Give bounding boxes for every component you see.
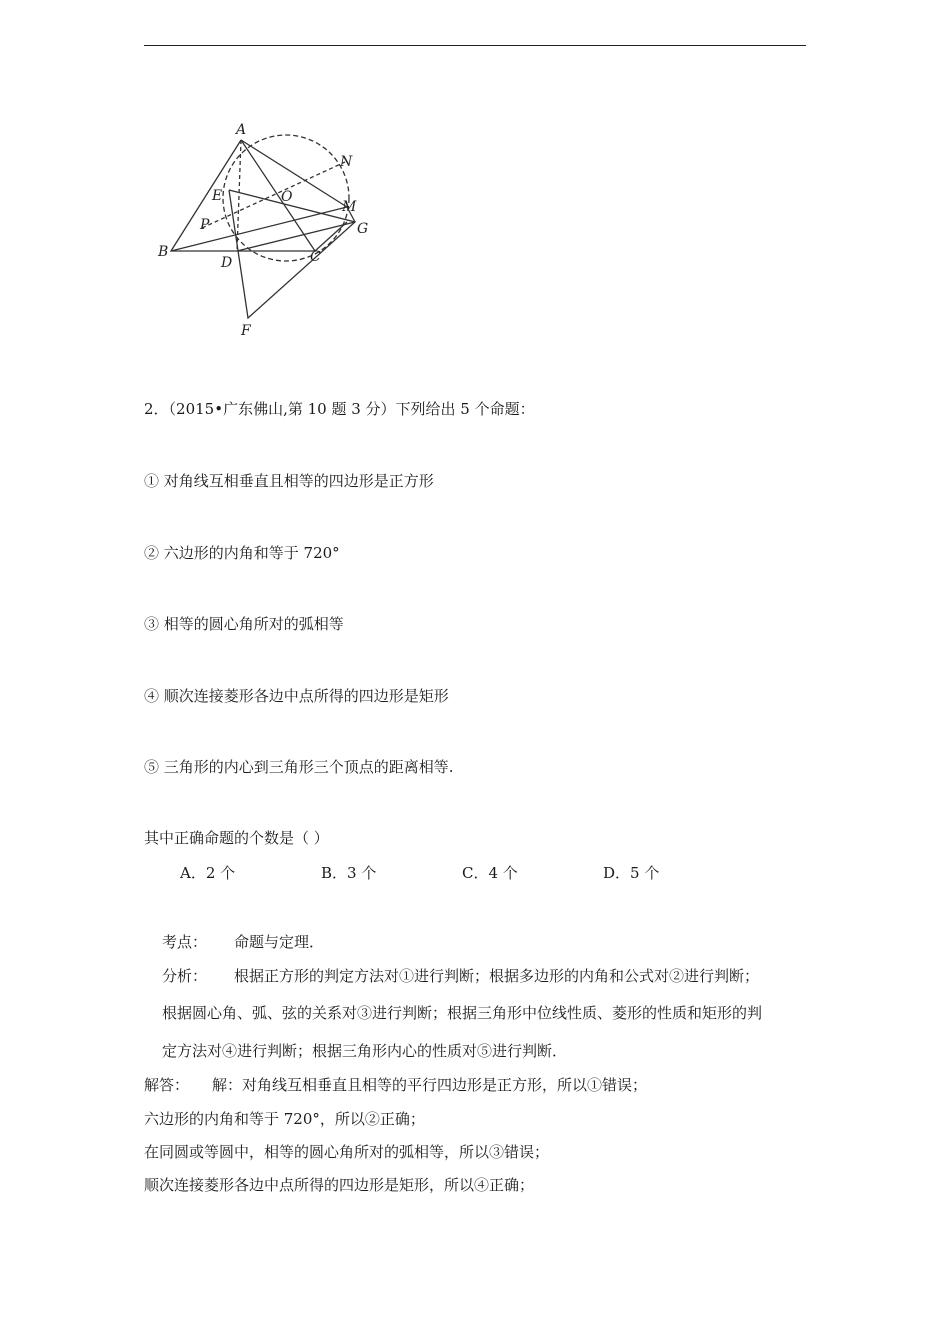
solution-line-4: 顺次连接菱形各边中点所得的四边形是矩形，所以④正确；: [144, 1176, 535, 1194]
question-stem: 其中正确命题的个数是（ ）: [144, 829, 329, 847]
solution-line-3: 在同圆或等圆中，相等的圆心角所对的弧相等，所以③错误；: [144, 1143, 550, 1161]
fenxi-line-3: 定方法对④进行判断；根据三角形内心的性质对⑤进行判断．: [162, 1042, 568, 1060]
label-B: B: [158, 244, 169, 260]
kaodian-label: 考点：: [162, 933, 208, 951]
option-b: B．3 个: [321, 864, 377, 882]
fenxi-line-1: 根据正方形的判定方法对①进行判断；根据多边形的内角和公式对②进行判断；: [234, 967, 760, 985]
option-a: A．2 个: [180, 864, 236, 882]
label-N: N: [340, 154, 353, 170]
solution-line-1: 解：对角线互相垂直且相等的平行四边形是正方形，所以①错误；: [212, 1076, 648, 1094]
label-P: P: [200, 217, 210, 233]
kaodian-row: [162, 931, 324, 952]
fenxi-row: [162, 965, 759, 986]
solution-row: [144, 1074, 647, 1095]
proposition-4: ④ 顺次连接菱形各边中点所得的四边形是矩形: [144, 687, 449, 705]
option-d: D．5 个: [603, 864, 660, 882]
proposition-3: ③ 相等的圆心角所对的弧相等: [144, 615, 344, 633]
question-title: 2．（2015•广东佛山,第 10 题 3 分）下列给出 5 个命题：: [144, 400, 535, 418]
solution-label: 解答：: [144, 1076, 190, 1094]
label-A: A: [236, 122, 247, 138]
fenxi-line-2: 根据圆心角、弧、弦的关系对③进行判断；根据三角形中位线性质、菱形的性质和矩形的判: [162, 1004, 763, 1022]
segment-CG: [315, 222, 347, 251]
geometry-figure: [150, 118, 390, 343]
header-rule: [144, 45, 806, 46]
proposition-5: ⑤ 三角形的内心到三角形三个顶点的距离相等.: [144, 758, 454, 776]
label-M: M: [342, 199, 357, 215]
label-D: D: [221, 255, 233, 271]
solution-line-2: 六边形的内角和等于 720°，所以②正确；: [144, 1110, 425, 1128]
label-F: F: [241, 323, 251, 339]
kaodian-text: 命题与定理．: [234, 933, 325, 951]
triangle-ABC: [171, 140, 315, 251]
label-C: C: [310, 249, 321, 265]
proposition-1: ① 对角线互相垂直且相等的四边形是正方形: [144, 472, 434, 490]
label-E: E: [212, 188, 223, 204]
option-c: C．4 个: [462, 864, 518, 882]
geometry-diagram-svg: [150, 118, 390, 343]
proposition-2: ② 六边形的内角和等于 720°: [144, 544, 340, 562]
label-O: O: [281, 189, 293, 205]
label-G: G: [357, 221, 369, 237]
segment-DG: [237, 222, 355, 251]
fenxi-label: 分析：: [162, 967, 208, 985]
